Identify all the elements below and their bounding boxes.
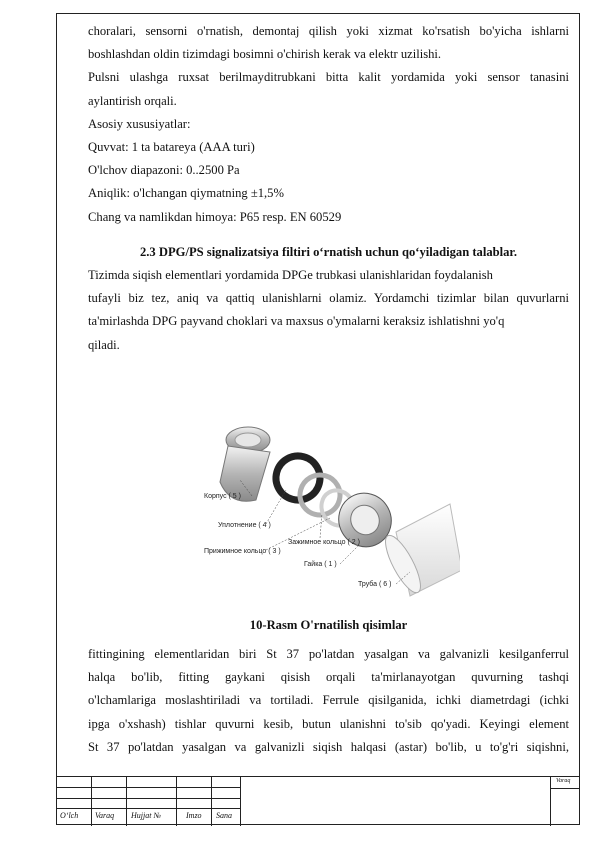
stamp-varaq: Varaq: [95, 811, 115, 820]
title-block: [56, 776, 580, 826]
fitting-exploded-figure: [200, 420, 460, 598]
text-line: O'lchov diapazoni: 0..2500 Pa: [88, 163, 240, 178]
text-line: Quvvat: 1 ta batareya (AAA turi): [88, 140, 255, 155]
text-line: boshlashdan oldin tizimdagi bosimni o'chirish kerak va elektr uzilishi.: [88, 47, 442, 62]
stamp-rule: [551, 788, 580, 789]
stamp-imzo: Imzo: [186, 811, 202, 820]
label-prizhimnoe: Прижимное кольцо ( 3 ): [204, 548, 281, 555]
label-truba: Труба ( 6 ): [358, 581, 392, 588]
text-line: Tizimda siqish elementlari yordamida DPGe trubkasi ulanishlaridan foydalanish: [88, 268, 493, 283]
text-line: tufayli biz tez, aniq va qattiq ulanishlarni olamiz. Yordamchi tizimlar bilan quvurlarni: [88, 291, 569, 306]
text-line: ipga o'xshash) tishlar quvurni kesib, butun ulanishni to'sib qo'yadi. Keyingi element: [88, 716, 569, 731]
body-text-bottom: [88, 643, 569, 759]
text-line: ta'mirlashda DPG payvand choklari va maxsus o'ymalarni keraksiz ishlatishni yo'q: [88, 314, 505, 329]
label-uplotnenie: Уплотнение ( 4 ): [218, 522, 271, 529]
text-line: choralari, sensorni o'rnatish, demontaj qilish yoki xizmat ko'rsatish bo'yicha ishlarni: [88, 24, 569, 38]
text-line: Aniqlik: o'lchangan qiymatning ±1,5%: [88, 186, 284, 201]
stamp-rule: [56, 787, 241, 788]
section-heading: 2.3 DPG/PS signalizatsiya filtiri o‘rnatish uchun qo‘yiladigan talablar.: [139, 244, 518, 259]
text-line: Asosiy xususiyatlar:: [88, 116, 191, 131]
text-line: Pulsni ulashga ruxsat berilmayditrubkani bitta kalit yordamida yoki sensor tanasini: [88, 70, 569, 85]
stamp-hujjat: Hujjat №: [131, 811, 161, 820]
text-line: fittingining elementlaridan biri St 37 po'latdan yasalgan va galvanizli kesilganferrul: [88, 647, 569, 661]
text-line: qiladi.: [88, 337, 120, 352]
text-line: halqa bo'lib, fitting gaykani qisish orqali ta'mirlanayotgan quvurning tashqi: [88, 670, 569, 685]
body-part: [220, 427, 270, 501]
body-text-top: [88, 20, 569, 357]
label-zazhimnoe: Зажимное кольцо ( 2 ): [288, 539, 360, 546]
label-gaika: Гайка ( 1 ): [304, 561, 337, 568]
text-line: St 37 po'latdan yasalgan va galvanizli siqish halqasi (astar) bo'lib, u to'g'ri siqishni,: [88, 739, 569, 754]
label-korpus: Корпус ( 5 ): [204, 493, 241, 500]
text-line: Chang va namlikdan himoya: P65 resp. EN 60529: [88, 209, 342, 224]
stamp-varaq-right: Varaq: [556, 778, 571, 784]
stamp-olch: O‘lch: [60, 811, 79, 820]
stamp-rule: [56, 798, 241, 799]
figure-caption: 10-Rasm O'rnatilish qisimlar: [249, 618, 408, 632]
stamp-col: [241, 777, 551, 826]
stamp-rule: [56, 808, 241, 809]
text-line: o'lchamlariga moslashtiriladi va tortiladi. Ferrule qisilganida, ichki diametrdagi (ichki: [88, 693, 569, 708]
stamp-sana: Sana: [216, 811, 232, 820]
text-line: aylantirish orqali.: [88, 93, 177, 108]
